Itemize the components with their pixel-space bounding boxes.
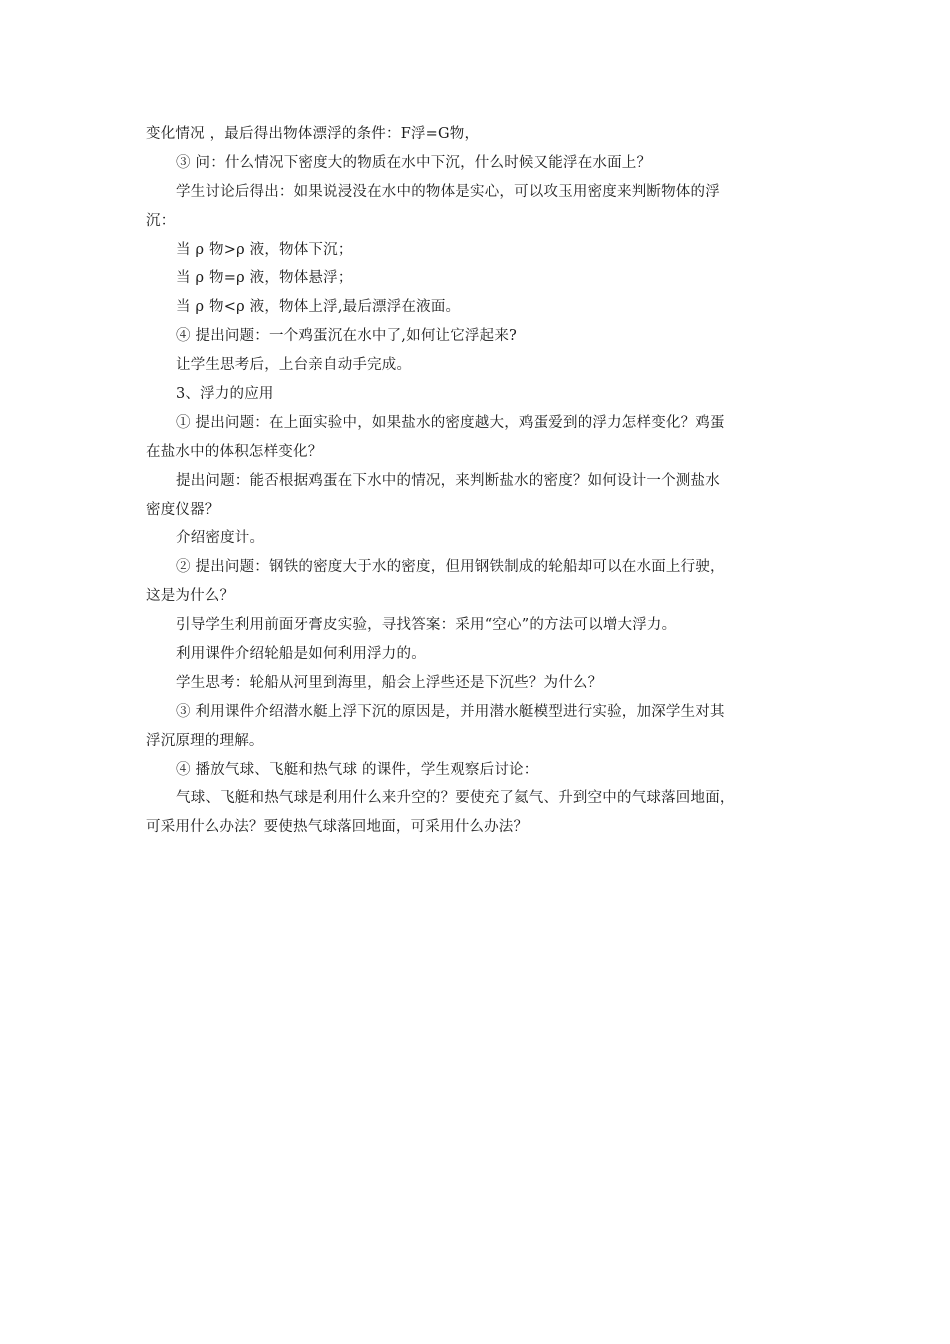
text-line: 当 ρ 物<ρ 液，物体上浮,最后漂浮在液面。 (176, 299, 461, 316)
text-line: ③ 利用课件介绍潜水艇上浮下沉的原因是，并用潜水艇模型进行实验，加深学生对其 (176, 703, 725, 720)
text-line: 可采用什么办法？要使热气球落回地面，可采用什么办法？ (146, 819, 529, 836)
text-line: 利用课件介绍轮船是如何利用浮力的。 (176, 646, 426, 663)
text-line: ④ 播放气球、飞艇和热气球 的课件，学生观察后讨论： (176, 761, 539, 778)
text-line: 让学生思考后，上台亲自动手完成。 (176, 357, 412, 374)
text-line: 在盐水中的体积怎样变化？ (146, 443, 323, 460)
text-line: 当 ρ 物=ρ 液，物体悬浮； (176, 270, 353, 287)
text-line: ② 提出问题：钢铁的密度大于水的密度，但用钢铁制成的轮船却可以在水面上行驶， (176, 559, 725, 576)
text-line: 引导学生利用前面牙膏皮实验，寻找答案：采用“空心”的方法可以增大浮力。 (176, 617, 677, 634)
text-line: 变化情况 ，最后得出物体漂浮的条件：F浮=G物， (146, 126, 480, 142)
text-line: 这是为什么？ (146, 588, 235, 605)
text-line: 介绍密度计。 (176, 530, 265, 547)
text-line: 学生思考：轮船从河里到海里，船会上浮些还是下沉些？为什么？ (176, 674, 603, 691)
text-line: 沉： (146, 212, 176, 229)
text-line: 当 ρ 物>ρ 液，物体下沉； (176, 241, 353, 258)
section-heading: 3、浮力的应用 (176, 386, 274, 403)
text-line: 提出问题：能否根据鸡蛋在下水中的情况，来判断盐水的密度？如何设计一个测盐水 (176, 472, 720, 489)
text-line: ④ 提出问题：一个鸡蛋沉在水中了,如何让它浮起来? (176, 328, 517, 345)
document-body (146, 120, 816, 842)
text-line: 密度仪器？ (146, 501, 220, 518)
text-line: ③ 问：什么情况下密度大的物质在水中下沉，什么时候又能浮在水面上？ (176, 154, 652, 171)
text-line: 浮沉原理的理解。 (146, 732, 264, 749)
text-line: 气球、飞艇和热气球是利用什么来升空的？要使充了氦气、升到空中的气球落回地面， (176, 790, 735, 807)
text-line: 学生讨论后得出：如果说浸没在水中的物体是实心，可以攻玉用密度来判断物体的浮 (176, 183, 720, 200)
text-line: ① 提出问题：在上面实验中，如果盐水的密度越大，鸡蛋爱到的浮力怎样变化？鸡蛋 (176, 414, 725, 431)
